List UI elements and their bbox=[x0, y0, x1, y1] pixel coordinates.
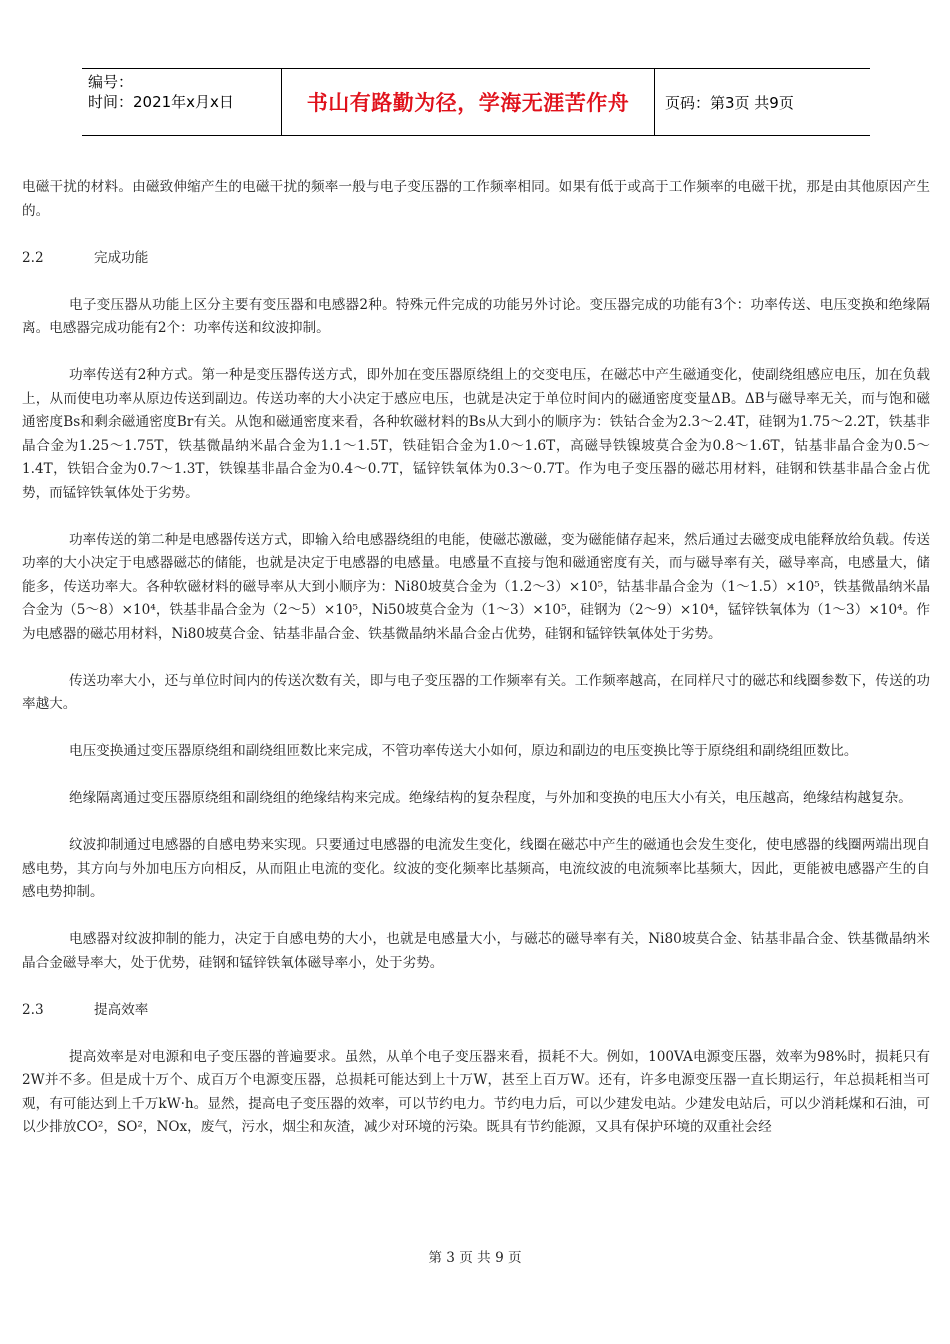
paragraph: 纹波抑制通过电感器的自感电势来实现。只要通过电感器的电流发生变化，线圈在磁芯中产生的磁通也会发生变化，使电感器的线圈两端出现自感电势，其方向与外加电压方向相反，从而阻止电流的变化。纹波的变化频率比基频高，电流纹波的电流频率比基频大，因此，更能被电感器产生的自感电势抑制。 bbox=[22, 837, 930, 900]
footer-page-number: 第 3 页 共 9 页 bbox=[428, 1250, 522, 1266]
paragraph: 提高效率是对电源和电子变压器的普遍要求。虽然，从单个电子变压器来看，损耗不大。例如，100VA电源变压器，效率为98%时，损耗只有2W并不多。但是成十万个、成百万个电源变压器，总损耗可能达到上十万W，甚至上百万W。还有，许多电源变压器一直长期运行，年总损耗相当可观，有可能达到上千万kW·h。显然，提高电子变压器的效率，可以节约电力。节约电力后，可以少建发电站。少建发电站后，可以少消耗煤和石油，可以少排放CO²，SO²，NOx，废气，污水，烟尘和灰渣，减少对环境的污染。既具有节约能源，又具有保护环境的双重社会经 bbox=[22, 1048, 930, 1135]
section-heading-2-3 bbox=[22, 999, 930, 1023]
paragraph: 电磁干扰的材料。由磁致伸缩产生的电磁干扰的频率一般与电子变压器的工作频率相同。如果有低于或高于工作频率的电磁干扰，那是由其他原因产生的。 bbox=[22, 179, 930, 219]
section-heading-2-2 bbox=[22, 247, 930, 271]
document-body bbox=[22, 176, 930, 1163]
header-table bbox=[82, 68, 870, 136]
section-number: 2.2 bbox=[22, 249, 44, 266]
paragraph: 电感器对纹波抑制的能力，决定于自感电势的大小，也就是电感量大小，与磁芯的磁导率有关，Ni80坡莫合金、钴基非晶合金、铁基微晶纳米晶合金磁导率大，处于优势，硅钢和锰锌铁氧体磁导率小，处于劣势。 bbox=[22, 931, 930, 971]
section-title: 提高效率 bbox=[94, 1001, 149, 1018]
section-number: 2.3 bbox=[22, 1001, 44, 1018]
paragraph: 传送功率大小，还与单位时间内的传送次数有关，即与电子变压器的工作频率有关。工作频率越高，在同样尺寸的磁芯和线圈参数下，传送的功率越大。 bbox=[22, 672, 930, 712]
header-motto: 书山有路勤为径，学海无涯苦作舟 bbox=[281, 69, 655, 135]
paragraph: 功率传送的第二种是电感器传送方式，即输入给电感器绕组的电能，使磁芯激磁，变为磁能储存起来，然后通过去磁变成电能释放给负载。传送功率的大小决定于电感器磁芯的储能，也就是决定于电感器的电感量。电感量不直接与饱和磁通密度有关，而与磁导率有关，磁导率高，电感量大，储能多，传送功率大。各种软磁材料的磁导率从大到小顺序为：Ni80坡莫合金为（1.2～3）×10⁵，钴基非晶合金为（1～1.5）×10⁵，铁基微晶纳米晶合金为（5～8）×10⁴，铁基非晶合金为（2～5）×10⁵，Ni50坡莫合金为（1～3）×10⁵，硅钢为（2～9）×10⁴，锰锌铁氧体为（1～3）×10⁴。作为电感器的磁芯用材料，Ni80坡莫合金、钴基非晶合金、铁基微晶纳米晶合金占优势，硅钢和锰锌铁氧体处于劣势。 bbox=[22, 531, 930, 642]
paragraph: 功率传送有2种方式。第一种是变压器传送方式，即外加在变压器原绕组上的交变电压，在磁芯中产生磁通变化，使副绕组感应电压，加在负载上，从而使电功率从原边传送到副边。传送功率的大小决定于感应电压，也就是决定于单位时间内的磁通密度变量ΔB。ΔB与磁导率无关，而与饱和磁通密度Bs和剩余磁通密度Br有关。从饱和磁通密度来看，各种软磁材料的Bs从大到小的顺序为：铁钴合金为2.3～2.4T，硅钢为1.75～2.2T，铁基非晶合金为1.25～1.75T，铁基微晶纳米晶合金为1.1～1.5T，铁硅铝合金为1.0～1.6T，高磁导铁镍坡莫合金为0.8～1.6T，钴基非晶合金为0.5～1.4T，铁铝合金为0.7～1.3T，铁镍基非晶合金为0.4～0.7T，锰锌铁氧体为0.3～0.7T。作为电子变压器的磁芯用材料，硅钢和铁基非晶合金占优势，而锰锌铁氧体处于劣势。 bbox=[22, 367, 930, 501]
document-number-label: 编号： bbox=[88, 73, 134, 91]
header-page-label: 页码：第3页 共9页 bbox=[665, 93, 794, 112]
header-left-cell bbox=[82, 69, 281, 135]
document-date-label: 时间：2021年x月x日 bbox=[88, 93, 234, 111]
section-title: 完成功能 bbox=[94, 249, 149, 266]
paragraph: 绝缘隔离通过变压器原绕组和副绕组的绝缘结构来完成。绝缘结构的复杂程度，与外加和变换的电压大小有关，电压越高，绝缘结构越复杂。 bbox=[69, 790, 912, 806]
paragraph: 电子变压器从功能上区分主要有变压器和电感器2种。特殊元件完成的功能另外讨论。变压器完成的功能有3个：功率传送、电压变换和绝缘隔离。电感器完成功能有2个：功率传送和纹波抑制。 bbox=[22, 296, 930, 336]
paragraph: 电压变换通过变压器原绕组和副绕组匝数比来完成，不管功率传送大小如何，原边和副边的电压变换比等于原绕组和副绕组匝数比。 bbox=[69, 743, 858, 759]
